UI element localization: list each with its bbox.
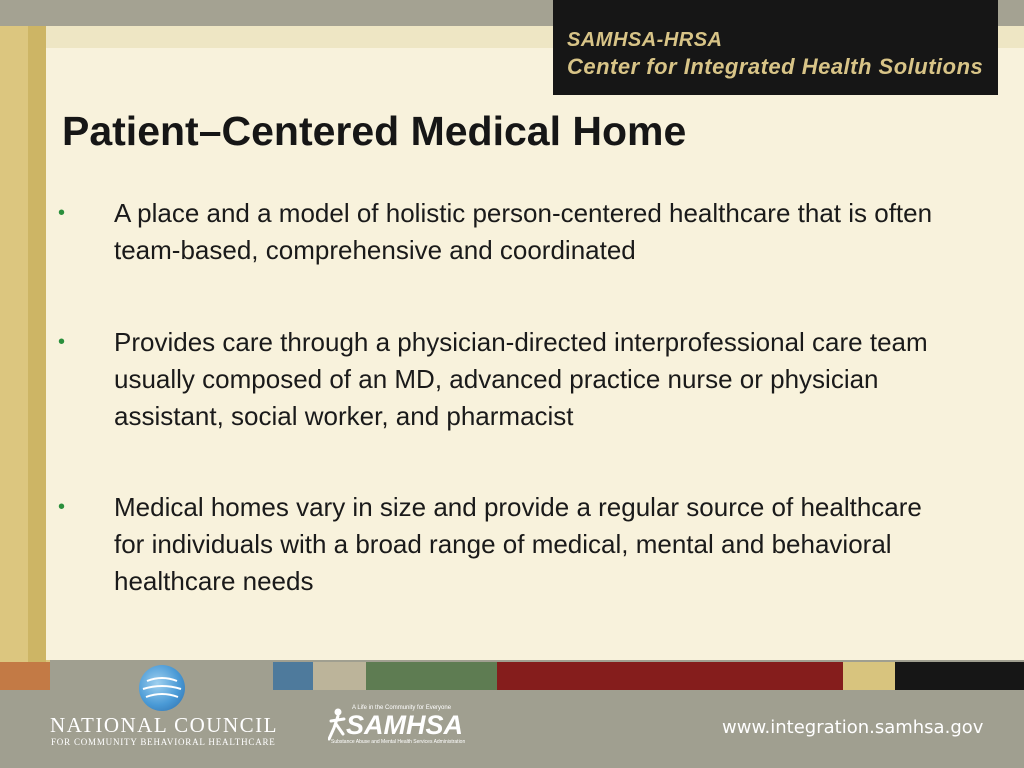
bullet-item [58,489,958,600]
bullet-text: A place and a model of holistic person-centered healthcare that is often team-based, comprehensive and coordinated [114,198,933,265]
bullet-marker: • [58,202,66,224]
stripe-segment-orange [0,662,50,690]
bullet-item [58,195,958,269]
stripe-segment-black [895,662,1024,690]
header-org-name: SAMHSA-HRSA [567,29,723,51]
samhsa-figure-icon [328,708,346,742]
slide-title: Patient–Centered Medical Home [62,108,687,154]
left-gold-band-edge [28,26,46,676]
bullet-marker: • [58,331,66,353]
bullet-text: Medical homes vary in size and provide a regular source of healthcare for individuals with a broad range of medical, mental and behavioral healthcare needs [114,492,922,596]
header-center-name: Center for Integrated Health Solutions [567,54,984,79]
stripe-segment-blue [273,662,313,690]
samhsa-subtitle: Substance Abuse and Mental Health Services Administration [331,739,466,745]
samhsa-tagline: A Life in the Community for Everyone [352,705,452,711]
national-council-logo-text: NATIONAL COUNCIL [50,713,278,737]
national-council-subtitle: FOR COMMUNITY BEHAVIORAL HEALTHCARE [51,737,276,747]
bullet-list [58,195,958,655]
bullet-item [58,324,958,435]
stripe-segment-tan [313,662,366,690]
samhsa-logo-text: SAMHSA [346,710,464,740]
stripe-segment-red [497,662,843,690]
stripe-segment-green [366,662,497,690]
bullet-text: Provides care through a physician-directed interprofessional care team usually composed of an MD, advanced practice nurse or physician assistant, social worker, and pharmacist [114,327,928,431]
stripe-segment-gold [843,662,895,690]
globe-lines-icon [139,665,185,711]
samhsa-hrsa-logo [553,0,998,95]
website-url: www.integration.samhsa.gov [722,717,984,738]
bullet-marker: • [58,496,66,518]
